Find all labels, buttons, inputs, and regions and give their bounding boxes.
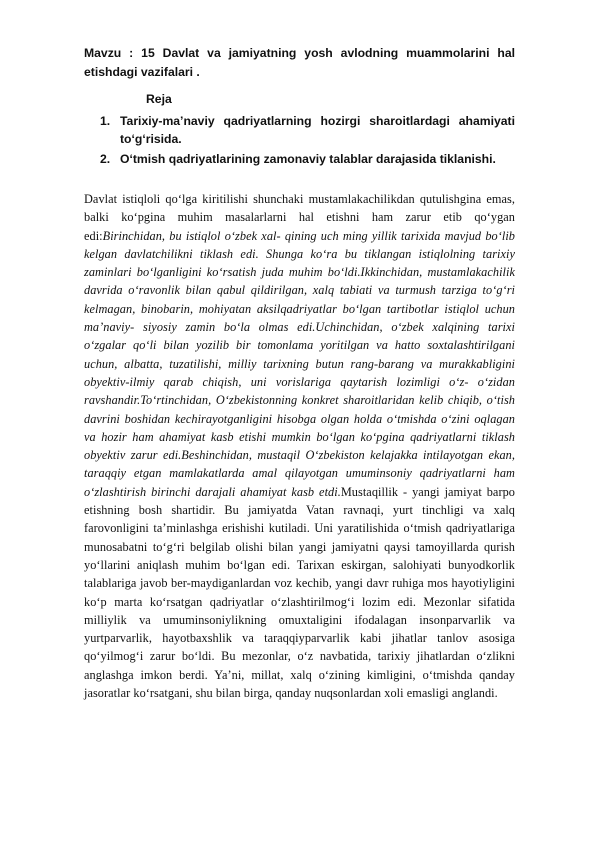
document-page bbox=[84, 44, 515, 702]
paragraph-closing: Mustaqillik - yangi jamiyat barpo etishning bosh shartidir. Bu jamiyatda Vatan ravnaqi, yurt tinchligi va xalq farovonligini ta’minlashga erishishi kutiladi. Uni yaratilishida o‘tmish qadriyatlariga munosabatni to‘g‘ri belgilab olishi bilan yangi jamiyatni qaysi tamoyillarda qurish yo‘llarini aniqlash muhim bo‘lgan edi. Tarixan eskirgan, salohiyati bunyodkorlik talablariga javob ber-maydiganlardan voz kechib, yangi davr ruhiga mos hayotiyligini ko‘p marta ko‘rsatgan qadriyatlar o‘zlashtirilmog‘i lozim edi. Mezonlar sifatida milliylik va umuminsoniylikning omuxtaligini ifodalagan insonparvarlik va yurtparvarlik, hayotbaxshlik va taraqqiyparvarlik kabi jihatlar tanlov asosiga qo‘yilmog‘i zarur bo‘ldi. Bu mezonlar, o‘z navbatida, tarixiy jihatlardan o‘zlikni anglashga imkon berdi. Ya’ni, millat, xalq o‘zining kimligini, o‘tmishda qanday jasoratlar ko‘rsatgani, shu bilan birga, qanday nuqsonlardan xoli emasligi anglandi. bbox=[84, 484, 515, 701]
plan-item-number: 1. bbox=[100, 114, 111, 128]
paragraph-intro: Davlat istiqloli qo‘lga kiritilishi shunchaki mustamlakachilikdan qutulishgina emas, balki ko‘pgina muhim masalarlarni hal etishni ham zarur etib qo‘ygan edi: bbox=[84, 192, 515, 243]
plan-item-2 bbox=[84, 150, 515, 168]
paragraph-italic-section: Birinchidan, bu istiqlol o‘zbek xal- qining uch ming yillik tarixida mavjud bo‘lib kelgan davlatchilikni tiklash edi. Shunga ko‘ra bu tiklangan istiqlolning tarixiy zaminlari bo‘lganligini ko‘rsatish juda muhim bo‘ldi.Ikkinchidan, mustamlakachilik davrida o‘ravonlik bilan qabul qildirilgan, xalq tabiati va turmush tarziga to‘g‘ri kelmagan, binobarin, mohiyatan aksilqadriyatlar bo‘lgan tartibotlar istiqlol uchun ma’naviy- siyosiy zamin bo‘la olmas edi.Uchinchidan, o‘zbek xalqining tarixi o‘zgalar qo‘li bilan yozilib bir tomonlama yoritilgan va hatto soxtalashtirilgani uchun, albatta, tuzatilishi, milliy tarixning butun rang-barang va murakkabligini obyektiv-ilmiy qarab chiqish, uni vorislariga qaytarish lozimligi o‘z- o‘zidan ravshandir.To‘rtinchidan, O‘zbekistonning konkret sharoitlaridan kelib chiqib, o‘tish davrini boshidan kechirayotganligini hisobga olgan holda o‘tmishda o‘zini oqlagan va hozir ham ahamiyat kasb etishi mumkin bo‘lgan ko‘pgina qadriyatlarni tiklash obyektiv zarur edi.Beshinchidan, mustaqil O‘zbekiston kelajakka intilayotgan ekan, taraqqiy etgan mamlakatlarda amal qilayotgan umuminsoniy qadriyatlarni ham o‘zlashtirish birinchi darajali ahamiyat kasb etdi. bbox=[84, 228, 515, 499]
document-title: Mavzu : 15 Davlat va jamiyatning yosh avlodning muammolarini hal etishdagi vazifalari . bbox=[84, 46, 515, 79]
plan-heading: Reja bbox=[146, 92, 172, 106]
plan-item-number: 2. bbox=[100, 152, 111, 166]
plan-list bbox=[84, 112, 515, 168]
plan-item-text: Tarixiy-ma’naviy qadriyatlarning hozirgi sharoitlardagi ahamiyati to‘g‘risida. bbox=[120, 114, 515, 146]
body-paragraph bbox=[84, 190, 515, 702]
plan-item-text: O‘tmish qadriyatlarining zamonaviy talablar darajasida tiklanishi. bbox=[120, 152, 496, 166]
plan-item-1 bbox=[84, 112, 515, 148]
